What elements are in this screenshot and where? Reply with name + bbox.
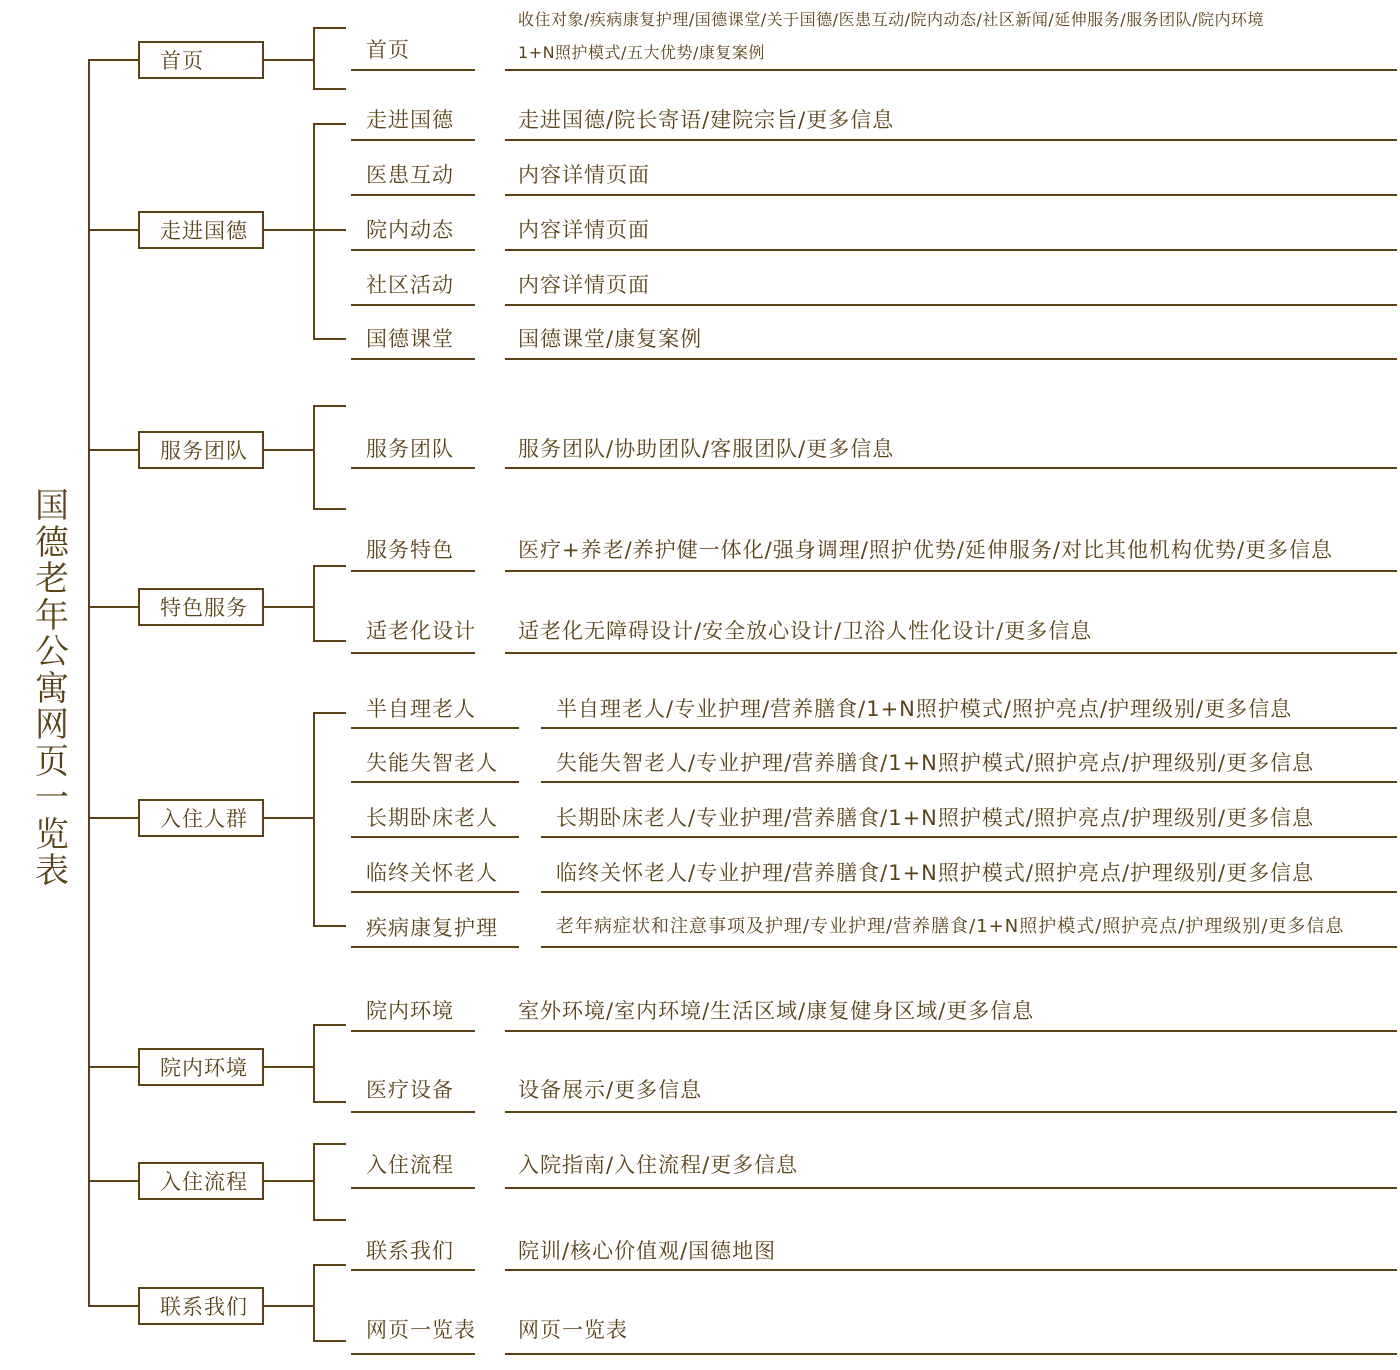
bracket-tick (313, 338, 346, 340)
subitem-underline (351, 652, 475, 654)
subitem-underline (351, 69, 475, 71)
detail-text: 医疗+养老/养护健一体化/强身调理/照护优势/延伸服务/对比其他机构优势/更多信息 (518, 538, 1334, 562)
trunk-connector (88, 1180, 138, 1182)
bracket-tick (313, 1101, 346, 1103)
category-box: 入住流程 (138, 1162, 264, 1200)
box-connector (264, 59, 313, 61)
detail-text: 院训/核心价值观/国德地图 (518, 1239, 777, 1263)
box-connector (264, 1066, 313, 1068)
category-box: 入住人群 (138, 799, 264, 837)
subitem-underline (351, 946, 519, 948)
detail-text: 内容详情页面 (518, 218, 650, 242)
bracket-tick (313, 1024, 346, 1026)
box-connector (264, 817, 313, 819)
detail-underline (541, 781, 1397, 783)
detail-text: 室外环境/室内环境/生活区域/康复健身区域/更多信息 (518, 999, 1035, 1023)
subitem-label: 社区活动 (366, 273, 454, 297)
category-box: 特色服务 (138, 588, 264, 626)
subitem-label: 适老化设计 (366, 619, 476, 643)
detail-underline (505, 139, 1397, 141)
detail-underline (505, 304, 1397, 306)
detail-underline (505, 69, 1397, 71)
detail-text: 长期卧床老人/专业护理/营养膳食/1+N照护模式/照护亮点/护理级别/更多信息 (556, 806, 1315, 830)
subitem-label: 失能失智老人 (366, 751, 498, 775)
detail-underline (505, 1353, 1397, 1355)
bracket-tick (313, 229, 346, 231)
category-box: 走进国德 (138, 211, 264, 249)
detail-underline (541, 946, 1397, 948)
detail-text: 国德课堂/康复案例 (518, 327, 703, 351)
bracket-tick (313, 1340, 346, 1342)
subitem-label: 院内环境 (366, 999, 454, 1023)
bracket-tick (313, 88, 346, 90)
bracket-tick (313, 1143, 346, 1145)
subitem-underline (351, 1187, 475, 1189)
detail-text: 老年病症状和注意事项及护理/专业护理/营养膳食/1+N照护模式/照护亮点/护理级别/更多信息 (556, 916, 1345, 937)
bracket-tick (313, 565, 346, 567)
subitem-label: 国德课堂 (366, 327, 454, 351)
bracket-tick (313, 712, 346, 714)
subitem-label: 服务团队 (366, 437, 454, 461)
detail-text: 失能失智老人/专业护理/营养膳食/1+N照护模式/照护亮点/护理级别/更多信息 (556, 751, 1315, 775)
bracket-tick (313, 640, 346, 642)
bracket-line (313, 1024, 315, 1103)
detail-text: 临终关怀老人/专业护理/营养膳食/1+N照护模式/照护亮点/护理级别/更多信息 (556, 861, 1315, 885)
subitem-label: 联系我们 (366, 1239, 454, 1263)
bracket-tick (313, 405, 346, 407)
bracket-line (313, 123, 315, 340)
subitem-underline (351, 1111, 475, 1113)
detail-text: 服务团队/协助团队/客服团队/更多信息 (518, 437, 895, 461)
bracket-line (313, 565, 315, 642)
subitem-underline (351, 358, 475, 360)
category-box: 服务团队 (138, 431, 264, 469)
bracket-line (313, 27, 315, 90)
subitem-underline (351, 139, 475, 141)
trunk-connector (88, 59, 138, 61)
bracket-line (313, 1264, 315, 1342)
trunk-connector (88, 1305, 138, 1307)
detail-text: 半自理老人/专业护理/营养膳食/1+N照护模式/照护亮点/护理级别/更多信息 (556, 697, 1293, 721)
subitem-label: 临终关怀老人 (366, 861, 498, 885)
subitem-underline (351, 836, 519, 838)
subitem-underline (351, 249, 475, 251)
detail-underline (505, 194, 1397, 196)
detail-underline (541, 891, 1397, 893)
bracket-tick (313, 1219, 346, 1221)
subitem-underline (351, 1030, 475, 1032)
subitem-label: 长期卧床老人 (366, 806, 498, 830)
bracket-line (313, 712, 315, 927)
bracket-tick (313, 508, 346, 510)
subitem-underline (351, 781, 519, 783)
detail-underline (505, 249, 1397, 251)
detail-text: 内容详情页面 (518, 163, 650, 187)
bracket-tick (313, 925, 346, 927)
diagram-title: 国德老年公寓网页一览表 (35, 486, 69, 891)
trunk-line (88, 60, 90, 1307)
bracket-tick (313, 27, 346, 29)
detail-underline (505, 1111, 1397, 1113)
detail-text: 网页一览表 (518, 1318, 628, 1342)
category-box: 联系我们 (138, 1287, 264, 1325)
subitem-label: 网页一览表 (366, 1318, 476, 1342)
detail-text: 内容详情页面 (518, 273, 650, 297)
category-box: 院内环境 (138, 1048, 264, 1086)
trunk-connector (88, 449, 138, 451)
subitem-underline (351, 891, 519, 893)
subitem-label: 疾病康复护理 (366, 916, 498, 940)
trunk-connector (88, 229, 138, 231)
bracket-tick (313, 123, 346, 125)
subitem-label: 服务特色 (366, 538, 454, 562)
subitem-underline (351, 304, 475, 306)
subitem-label: 院内动态 (366, 218, 454, 242)
subitem-label: 走进国德 (366, 108, 454, 132)
detail-underline (505, 1030, 1397, 1032)
box-connector (264, 1305, 313, 1307)
detail-text: 走进国德/院长寄语/建院宗旨/更多信息 (518, 108, 895, 132)
detail-text: 设备展示/更多信息 (518, 1078, 703, 1102)
detail-underline (505, 570, 1397, 572)
box-connector (264, 449, 313, 451)
bracket-line (313, 405, 315, 510)
subitem-underline (351, 467, 475, 469)
detail-underline (505, 652, 1397, 654)
category-box: 首页 (138, 41, 264, 79)
subitem-underline (351, 1353, 475, 1355)
bracket-tick (313, 1264, 346, 1266)
detail-underline (541, 836, 1397, 838)
box-connector (264, 1180, 313, 1182)
subitem-label: 医疗设备 (366, 1078, 454, 1102)
detail-underline (505, 467, 1397, 469)
subitem-label: 半自理老人 (366, 697, 476, 721)
subitem-label: 入住流程 (366, 1153, 454, 1177)
detail-underline (505, 358, 1397, 360)
bracket-line (313, 1143, 315, 1221)
detail-underline (541, 727, 1397, 729)
trunk-connector (88, 817, 138, 819)
trunk-connector (88, 1066, 138, 1068)
subitem-underline (351, 727, 519, 729)
subitem-underline (351, 194, 475, 196)
detail-text: 1+N照护模式/五大优势/康复案例 (518, 43, 765, 62)
box-connector (264, 606, 313, 608)
box-connector (264, 229, 313, 231)
detail-text: 收住对象/疾病康复护理/国德课堂/关于国德/医患互动/院内动态/社区新闻/延伸服务/服务团队/院内环境 (518, 10, 1265, 29)
trunk-connector (88, 606, 138, 608)
subitem-label: 医患互动 (366, 163, 454, 187)
subitem-label: 首页 (366, 38, 410, 62)
detail-text: 入院指南/入住流程/更多信息 (518, 1153, 799, 1177)
subitem-underline (351, 1269, 475, 1271)
detail-underline (505, 1187, 1397, 1189)
detail-underline (505, 1269, 1397, 1271)
detail-text: 适老化无障碍设计/安全放心设计/卫浴人性化设计/更多信息 (518, 619, 1093, 643)
subitem-underline (351, 570, 475, 572)
